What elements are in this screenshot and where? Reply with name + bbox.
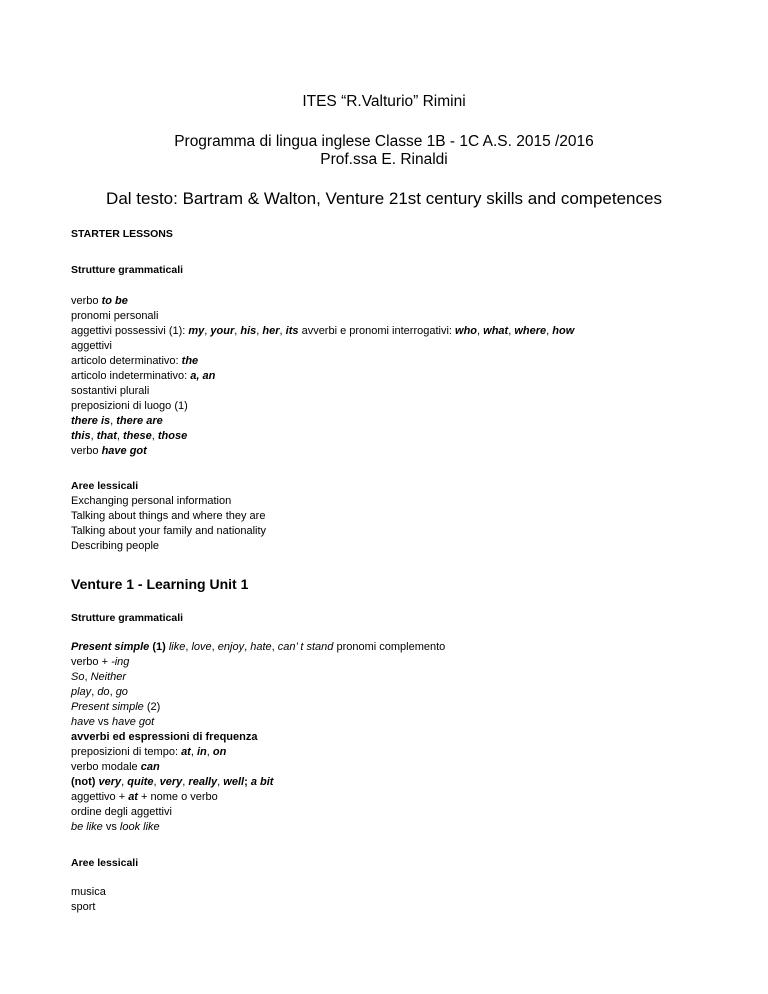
- starter-grammar-list: [71, 294, 574, 459]
- list-item: aggettivi: [71, 340, 112, 352]
- list-item: Talking about your family and nationality: [71, 525, 267, 537]
- list-item: have vs have got: [71, 716, 155, 728]
- list-item: there is, there are: [71, 415, 163, 427]
- list-item: sport: [71, 901, 96, 913]
- list-item: this, that, these, those: [71, 430, 188, 442]
- list-item: So, Neither: [71, 671, 127, 683]
- list-item: articolo indeterminativo: a, an: [71, 370, 216, 382]
- school-heading: ITES “R.Valturio” Rimini: [302, 93, 466, 110]
- list-item: aggettivo + at + nome o verbo: [71, 791, 218, 803]
- list-item: play, do, go: [71, 686, 128, 698]
- unit1-title: Venture 1 - Learning Unit 1: [71, 576, 249, 592]
- unit1-lexis-list: [71, 885, 106, 915]
- unit1-grammar-title: Strutture grammaticali: [71, 612, 184, 624]
- starter-title: STARTER LESSONS: [71, 228, 173, 240]
- list-item: pronomi personali: [71, 310, 159, 322]
- list-item: Exchanging personal information: [71, 495, 232, 507]
- list-item: be like vs look like: [71, 821, 160, 833]
- unit1-lexis-title: Aree lessicali: [71, 857, 139, 869]
- starter-grammar-title: Strutture grammaticali: [71, 264, 184, 276]
- list-item: Describing people: [71, 540, 160, 552]
- list-item: musica: [71, 886, 106, 898]
- list-item: sostantivi plurali: [71, 385, 150, 397]
- list-item: verbo to be: [71, 295, 128, 307]
- unit1-grammar-list: [71, 640, 445, 835]
- list-item: verbo modale can: [71, 761, 160, 773]
- list-item: avverbi ed espressioni di frequenza: [71, 731, 258, 743]
- list-item: Present simple (2): [71, 701, 161, 713]
- list-item: verbo have got: [71, 445, 147, 457]
- list-item: articolo determinativo: the: [71, 355, 199, 367]
- starter-lexis-title: Aree lessicali: [71, 480, 139, 492]
- list-item: (not) very, quite, very, really, well; a bit: [71, 776, 274, 788]
- teacher-heading: Prof.ssa E. Rinaldi: [320, 151, 448, 168]
- list-item: verbo + -ing: [71, 656, 130, 668]
- program-heading: Programma di lingua inglese Classe 1B - 1C A.S. 2015 /2016: [174, 133, 594, 150]
- list-item: Talking about things and where they are: [71, 510, 266, 522]
- starter-lexis-list: [71, 494, 266, 554]
- list-item: ordine degli aggettivi: [71, 806, 172, 818]
- list-item: preposizioni di luogo (1): [71, 400, 188, 412]
- list-item: preposizioni di tempo: at, in, on: [71, 746, 227, 758]
- list-item: Present simple (1) like, love, enjoy, hate, can’ t stand pronomi complemento: [71, 641, 446, 653]
- textbook-heading: Dal testo: Bartram & Walton, Venture 21st century skills and competences: [106, 189, 662, 208]
- list-item: aggettivi possessivi (1): my, your, his, her, its avverbi e pronomi interrogativi: who, what, where, how: [71, 325, 575, 337]
